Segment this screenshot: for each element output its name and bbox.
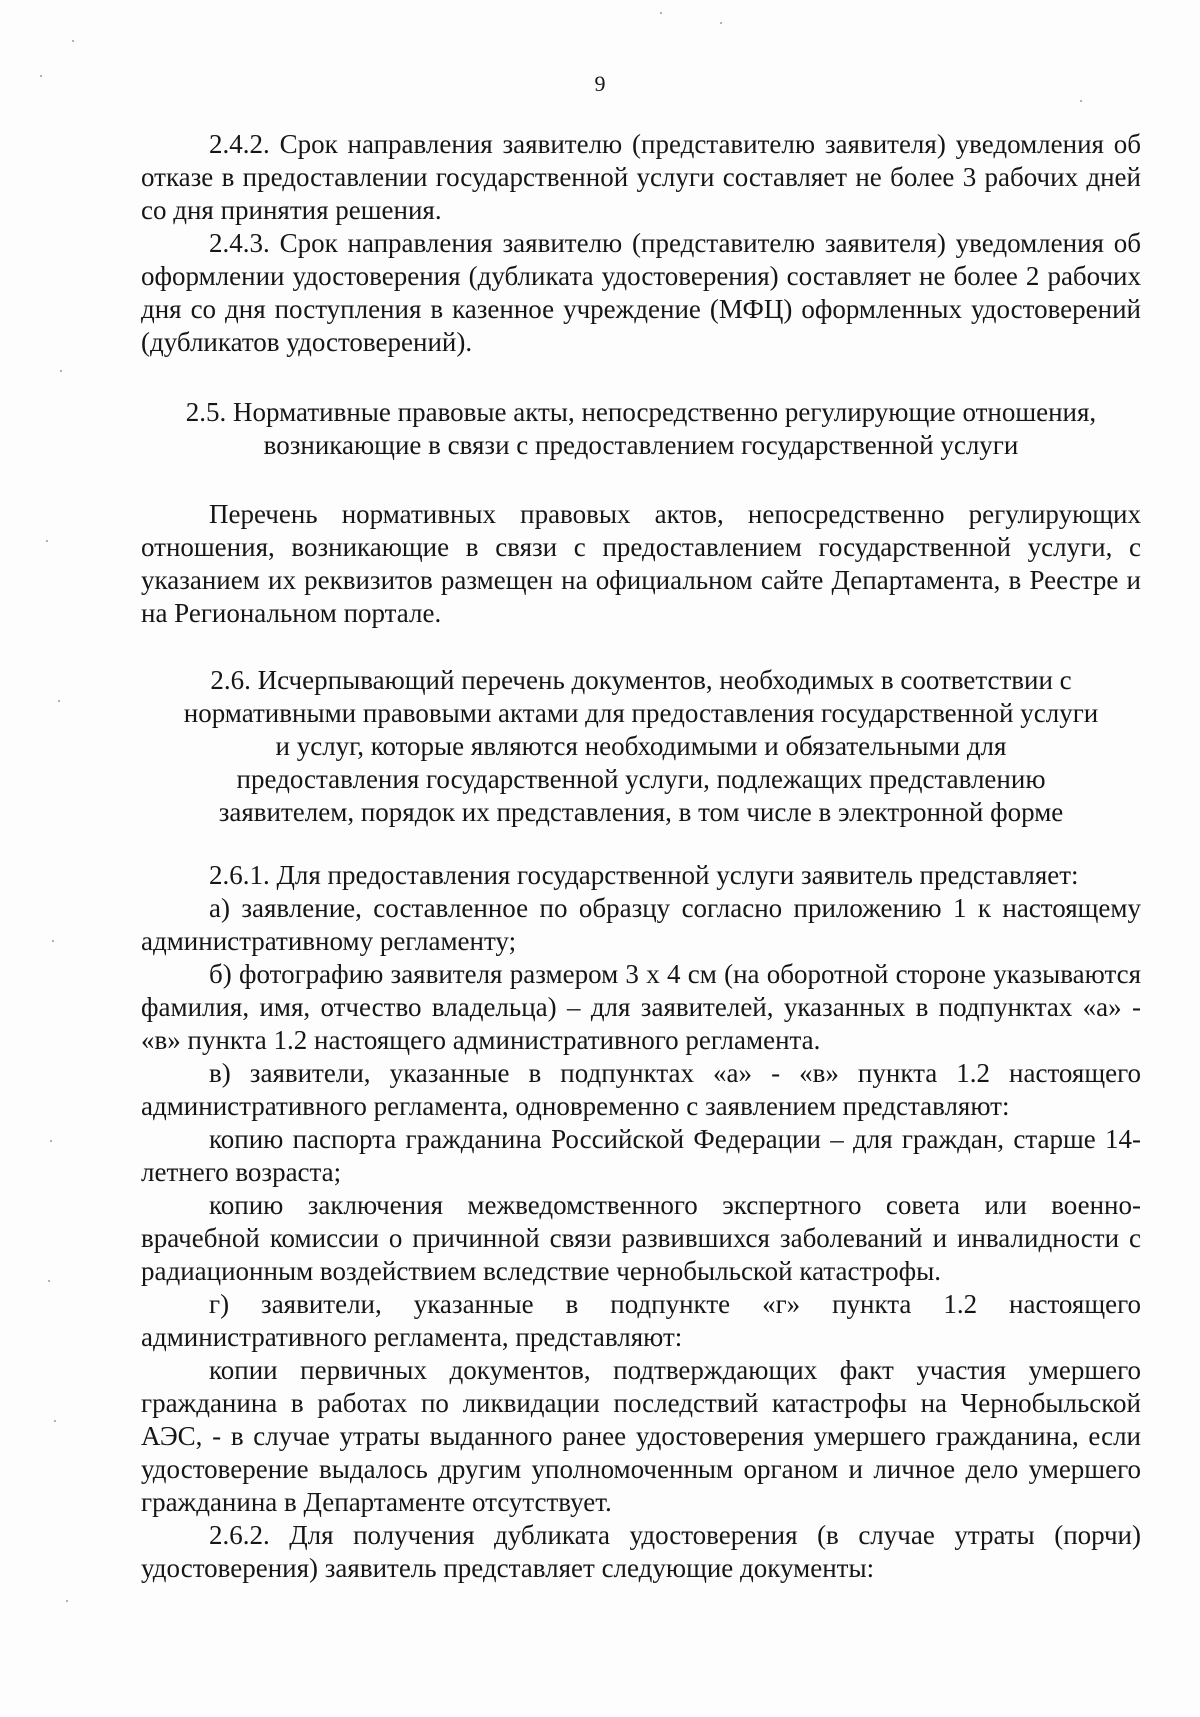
list-item-commission-conclusion: копию заключения межведомственного экспертного совета или военно-врачебной комиссии о причинной связи развившихся заболеваний и инвалидности с радиационным воздействием вследствие чернобыльской катастрофы. [141,1190,1141,1286]
page-number: 9 [594,71,606,96]
list-item-v: в) заявители, указанные в подпунктах «а» - «в» пункта 1.2 настоящего административного регламента, одновременно с заявлением представляют: [141,1058,1141,1121]
scan-speck [40,75,42,77]
scan-speck [1080,100,1082,102]
paragraph-2-6-1: 2.6.1. Для предоставления государственной услуги заявитель представляет: [209,860,1079,890]
paragraph-2-6-2: 2.6.2. Для получения дубликата удостоверения (в случае утраты (порчи) удостоверения) заявитель представляет следующие документы: [141,1520,1141,1583]
paragraph-regulatory-list: Перечень нормативных правовых актов, непосредственно регулирующих отношения, возникающие в связи с предоставлением государственной услуги, с указанием их реквизитов размещен на официальном сайте Департамента, в Реестре и на Региональном портале. [141,499,1141,628]
paragraph-2-4-3: 2.4.3. Срок направления заявителю (представителю заявителя) уведомления об оформлении удостоверения (дубликата удостоверения) составляет не более 2 рабочих дня со дня поступления в казенное учреждение (МФЦ) оформленных удостоверений (дубликатов удостоверений). [141,228,1141,357]
section-heading-2-6: 2.6. Исчерпывающий перечень документов, необходимых в соответствии с нормативными правовыми актами для предоставления государственной услуги и услуг, которые являются необходимыми и обязательными для предоставления государственной услуги, подлежащих представлению заявителем, порядок их представления, в том числе в электронной форме [183,665,1099,827]
list-item-b: б) фотографию заявителя размером 3 х 4 см (на оборотной стороне указываются фамилия, имя, отчество владельца) – для заявителей, указанных в подпунктах «а» - «в» пункта 1.2 настоящего административного регламента. [141,959,1141,1055]
scan-speck [66,1600,68,1602]
scan-speck [60,370,62,372]
list-item-passport-copy: копию паспорта гражданина Российской Федерации – для граждан, старше 14-летнего возраста; [141,1124,1141,1187]
scan-speck [50,1140,52,1142]
list-item-g: г) заявители, указанные в подпункте «г» пункта 1.2 настоящего административного регламента, представляют: [141,1289,1141,1352]
scan-speck [46,540,48,542]
list-item-a: а) заявление, составленное по образцу согласно приложению 1 к настоящему административному регламенту; [141,893,1141,956]
scan-speck [58,700,60,702]
scan-speck [72,40,74,42]
scan-speck [48,1280,50,1282]
list-item-primary-documents: копии первичных документов, подтверждающих факт участия умершего гражданина в работах по ликвидации последствий катастрофы на Чернобыльской АЭС, - в случае утраты выданного ранее удостоверения умершего гражданина, если удостоверение выдалось другим уполномоченным органом и личное дело умершего гражданина в Департаменте отсутствует. [141,1355,1141,1517]
paragraph-2-4-2: 2.4.2. Срок направления заявителю (представителю заявителя) уведомления об отказе в предоставлении государственной услуги составляет не более 3 рабочих дней со дня принятия решения. [141,129,1141,225]
scan-speck [52,940,54,942]
document-body [141,128,1141,1585]
scan-speck [660,12,662,14]
scan-speck [54,1420,56,1422]
section-heading-2-5: 2.5. Нормативные правовые акты, непосредственно регулирующие отношения, возникающие в связи с предоставлением государственной услуги [185,397,1097,460]
scan-speck [720,22,722,24]
